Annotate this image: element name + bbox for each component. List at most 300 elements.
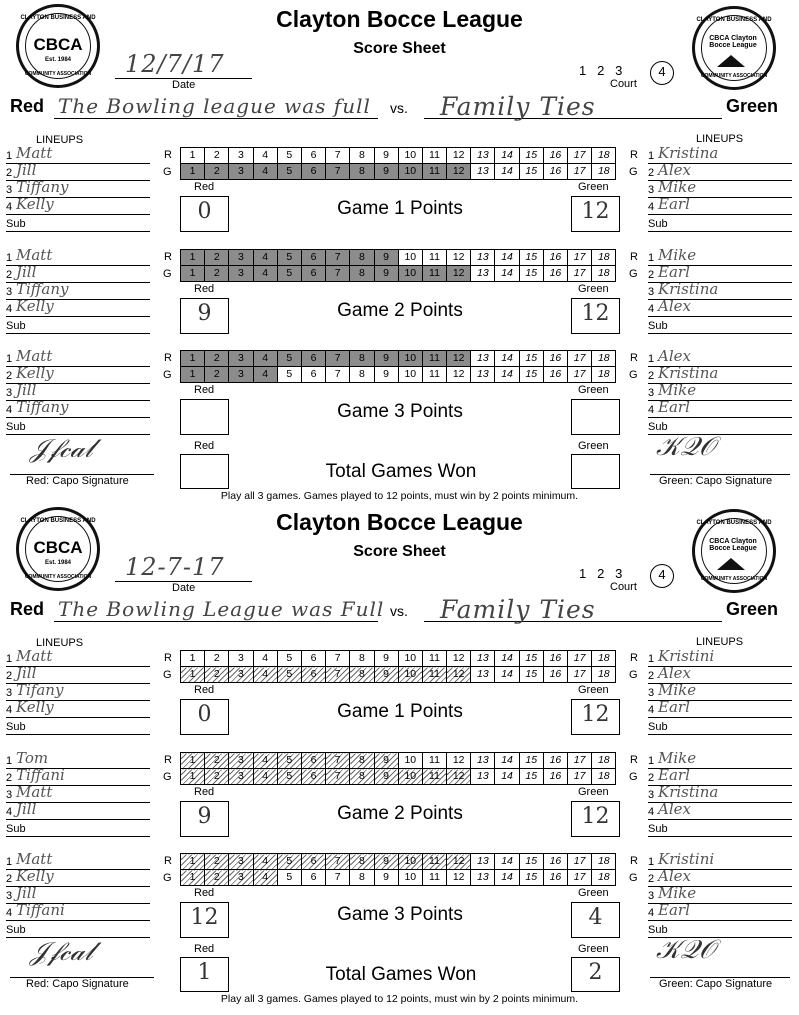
score-cell[interactable]: 1: [181, 351, 205, 367]
score-cell[interactable]: 7: [326, 351, 350, 367]
score-grid: [180, 752, 616, 785]
score-cell[interactable]: 7: [326, 148, 350, 164]
score-cell[interactable]: 7: [326, 667, 350, 683]
score-cell[interactable]: 18: [592, 769, 616, 785]
score-cell[interactable]: 12: [447, 667, 471, 683]
game-points-label: Game 1 Points: [337, 701, 463, 722]
score-cell[interactable]: 11: [422, 854, 446, 870]
score-cell[interactable]: 3: [229, 667, 253, 683]
row-g-label: G: [163, 166, 172, 178]
score-cell[interactable]: 15: [519, 753, 543, 769]
score-cell[interactable]: 9: [374, 367, 398, 383]
score-cell[interactable]: 4: [253, 870, 277, 886]
score-cell[interactable]: 15: [519, 769, 543, 785]
score-cell[interactable]: 16: [543, 854, 567, 870]
score-grid: [180, 249, 616, 282]
score-cell[interactable]: 8: [350, 164, 374, 180]
game-points-label: Game 2 Points: [337, 803, 463, 824]
player-name: Mike: [658, 178, 697, 196]
score-cell[interactable]: 16: [543, 164, 567, 180]
row-r-label-right: R: [630, 251, 638, 263]
game-green-label: Green: [578, 887, 609, 899]
score-cell[interactable]: 9: [374, 667, 398, 683]
score-cell[interactable]: 9: [374, 148, 398, 164]
score-cell[interactable]: 5: [277, 651, 301, 667]
score-cell[interactable]: 8: [350, 753, 374, 769]
player-number: 1: [6, 856, 13, 868]
score-cell[interactable]: 12: [447, 769, 471, 785]
score-cell[interactable]: 5: [277, 667, 301, 683]
rules-note: Play all 3 games. Games played to 12 points, must win by 2 points minimum.: [220, 490, 579, 502]
score-grid: [180, 650, 616, 683]
score-cell[interactable]: 10: [398, 266, 422, 282]
player-name: Jill: [16, 800, 37, 818]
score-cell[interactable]: 14: [495, 769, 519, 785]
score-cell[interactable]: 16: [543, 148, 567, 164]
score-cell[interactable]: 13: [471, 148, 495, 164]
score-cell[interactable]: 14: [495, 164, 519, 180]
score-cell[interactable]: 8: [350, 769, 374, 785]
red-score-row: [181, 148, 616, 164]
score-cell[interactable]: 13: [471, 854, 495, 870]
row-r-label: R: [164, 251, 172, 263]
score-cell[interactable]: 1: [181, 854, 205, 870]
red-lineup-row: [6, 718, 150, 735]
score-cell[interactable]: 7: [326, 870, 350, 886]
score-cell[interactable]: 11: [422, 367, 446, 383]
score-cell[interactable]: 10: [398, 148, 422, 164]
score-cell[interactable]: 2: [205, 870, 229, 886]
score-cell[interactable]: 4: [253, 854, 277, 870]
score-cell[interactable]: 1: [181, 769, 205, 785]
score-cell[interactable]: 13: [471, 351, 495, 367]
score-cell[interactable]: 18: [592, 651, 616, 667]
score-cell[interactable]: 14: [495, 266, 519, 282]
player-number: 2: [6, 772, 13, 784]
score-cell[interactable]: 8: [350, 351, 374, 367]
score-cell[interactable]: 12: [447, 148, 471, 164]
score-cell[interactable]: 12: [447, 854, 471, 870]
score-cell[interactable]: 5: [277, 769, 301, 785]
score-cell[interactable]: 15: [519, 266, 543, 282]
player-number: 2: [648, 772, 655, 784]
score-cell[interactable]: 16: [543, 351, 567, 367]
score-cell[interactable]: 17: [568, 651, 592, 667]
row-r-label-right: R: [630, 149, 638, 161]
score-cell[interactable]: 15: [519, 870, 543, 886]
player-number: 3: [648, 184, 655, 196]
player-name: Alex: [658, 297, 691, 315]
score-cell[interactable]: 2: [205, 164, 229, 180]
score-cell[interactable]: 5: [277, 870, 301, 886]
score-cell[interactable]: 18: [592, 250, 616, 266]
score-cell[interactable]: 10: [398, 367, 422, 383]
score-cell[interactable]: 2: [205, 367, 229, 383]
total-green-label: Green: [578, 943, 609, 955]
score-cell[interactable]: 5: [277, 148, 301, 164]
red-label: Red: [10, 599, 45, 619]
score-cell[interactable]: 11: [422, 164, 446, 180]
game-red-points-box: 0: [180, 196, 229, 232]
date-value: 12/7/17: [125, 50, 225, 78]
player-name: Alex: [658, 664, 691, 682]
score-cell[interactable]: 12: [447, 870, 471, 886]
player-number: 1: [648, 353, 655, 365]
score-cell[interactable]: 6: [301, 250, 325, 266]
score-cell[interactable]: 10: [398, 753, 422, 769]
score-cell[interactable]: 17: [568, 164, 592, 180]
score-cell[interactable]: 15: [519, 651, 543, 667]
score-cell[interactable]: 6: [301, 651, 325, 667]
score-cell[interactable]: 9: [374, 854, 398, 870]
red-lineup-row: [6, 398, 150, 418]
score-cell[interactable]: 4: [253, 351, 277, 367]
player-number: 1: [6, 353, 13, 365]
score-cell[interactable]: 1: [181, 148, 205, 164]
sub-label: Sub: [648, 924, 668, 936]
player-number: 4: [648, 303, 655, 315]
score-cell[interactable]: 11: [422, 148, 446, 164]
score-cell[interactable]: 9: [374, 266, 398, 282]
score-cell[interactable]: 9: [374, 250, 398, 266]
score-cell[interactable]: 4: [253, 667, 277, 683]
game-green-label: Green: [578, 181, 609, 193]
score-cell[interactable]: 11: [422, 753, 446, 769]
score-cell[interactable]: 17: [568, 667, 592, 683]
score-cell[interactable]: 5: [277, 854, 301, 870]
green-score-row: [181, 164, 616, 180]
score-cell[interactable]: 4: [253, 164, 277, 180]
player-name: Jill: [16, 161, 37, 179]
score-cell[interactable]: 3: [229, 164, 253, 180]
score-cell[interactable]: 13: [471, 870, 495, 886]
score-cell[interactable]: 7: [326, 651, 350, 667]
score-cell[interactable]: 13: [471, 753, 495, 769]
score-cell[interactable]: 5: [277, 250, 301, 266]
score-cell[interactable]: 13: [471, 651, 495, 667]
score-cell[interactable]: 13: [471, 667, 495, 683]
player-name: Jill: [16, 664, 37, 682]
score-cell[interactable]: 8: [350, 651, 374, 667]
score-cell[interactable]: 7: [326, 250, 350, 266]
score-cell[interactable]: 7: [326, 769, 350, 785]
green-lineup-row: [648, 297, 792, 317]
score-cell[interactable]: 3: [229, 854, 253, 870]
player-number: 1: [6, 252, 13, 264]
score-cell[interactable]: 4: [253, 148, 277, 164]
date-value: 12-7-17: [125, 553, 225, 581]
score-cell[interactable]: 11: [422, 250, 446, 266]
score-cell[interactable]: 12: [447, 367, 471, 383]
score-cell[interactable]: 7: [326, 753, 350, 769]
score-cell[interactable]: 10: [398, 250, 422, 266]
score-cell[interactable]: 10: [398, 870, 422, 886]
score-cell[interactable]: 3: [229, 367, 253, 383]
score-cell[interactable]: 3: [229, 351, 253, 367]
player-number: 4: [648, 404, 655, 416]
score-cell[interactable]: 3: [229, 250, 253, 266]
player-name: Kristina: [658, 364, 719, 382]
score-cell[interactable]: 2: [205, 148, 229, 164]
score-cell[interactable]: 6: [301, 367, 325, 383]
score-cell[interactable]: 14: [495, 651, 519, 667]
player-name: Tom: [16, 749, 49, 767]
score-cell[interactable]: 10: [398, 651, 422, 667]
player-name: Mike: [658, 246, 697, 264]
score-cell[interactable]: 8: [350, 667, 374, 683]
score-cell[interactable]: 5: [277, 266, 301, 282]
score-cell[interactable]: 15: [519, 250, 543, 266]
game-green-label: Green: [578, 283, 609, 295]
mountain-icon: [717, 558, 745, 570]
total-red-label: Red: [194, 440, 215, 452]
score-cell[interactable]: 6: [301, 769, 325, 785]
score-cell[interactable]: 17: [568, 769, 592, 785]
score-cell[interactable]: 15: [519, 164, 543, 180]
score-cell[interactable]: 17: [568, 854, 592, 870]
score-cell[interactable]: 8: [350, 870, 374, 886]
score-cell[interactable]: 9: [374, 164, 398, 180]
score-cell[interactable]: 3: [229, 870, 253, 886]
score-cell[interactable]: 2: [205, 651, 229, 667]
score-cell[interactable]: 5: [277, 753, 301, 769]
player-name: Kelly: [16, 297, 54, 315]
player-name: Mike: [658, 381, 697, 399]
score-cell[interactable]: 8: [350, 266, 374, 282]
player-name: Kristina: [658, 144, 719, 162]
red-signature-label: Red: Capo Signature: [26, 475, 129, 487]
score-cell[interactable]: 18: [592, 351, 616, 367]
score-cell[interactable]: 11: [422, 870, 446, 886]
score-cell[interactable]: 8: [350, 367, 374, 383]
score-cell[interactable]: 4: [253, 753, 277, 769]
score-cell[interactable]: 8: [350, 854, 374, 870]
score-cell[interactable]: 9: [374, 651, 398, 667]
score-cell[interactable]: 1: [181, 266, 205, 282]
score-cell[interactable]: 14: [495, 753, 519, 769]
score-cell[interactable]: 8: [350, 148, 374, 164]
sub-label: Sub: [6, 218, 26, 230]
green-score-row: [181, 667, 616, 683]
score-cell[interactable]: 10: [398, 667, 422, 683]
score-cell[interactable]: 6: [301, 870, 325, 886]
score-cell[interactable]: 15: [519, 367, 543, 383]
score-cell[interactable]: 12: [447, 250, 471, 266]
player-name: Kelly: [16, 195, 54, 213]
score-cell[interactable]: 15: [519, 854, 543, 870]
score-cell[interactable]: 16: [543, 367, 567, 383]
score-cell[interactable]: 1: [181, 250, 205, 266]
score-cell[interactable]: 16: [543, 266, 567, 282]
score-cell[interactable]: 18: [592, 367, 616, 383]
red-score-row: [181, 854, 616, 870]
game-green-label: Green: [578, 786, 609, 798]
score-cell[interactable]: 2: [205, 266, 229, 282]
score-cell[interactable]: 12: [447, 164, 471, 180]
score-cell[interactable]: 3: [229, 148, 253, 164]
score-cell[interactable]: 1: [181, 164, 205, 180]
score-cell[interactable]: 16: [543, 651, 567, 667]
score-grid: [180, 853, 616, 886]
score-cell[interactable]: 14: [495, 148, 519, 164]
score-cell[interactable]: 18: [592, 164, 616, 180]
player-name: Alex: [658, 347, 691, 365]
score-cell[interactable]: 2: [205, 667, 229, 683]
score-cell[interactable]: 1: [181, 753, 205, 769]
score-cell[interactable]: 7: [326, 266, 350, 282]
score-cell[interactable]: 12: [447, 266, 471, 282]
row-g-label-right: G: [629, 771, 638, 783]
player-number: 2: [648, 167, 655, 179]
score-cell[interactable]: 6: [301, 164, 325, 180]
score-cell[interactable]: 13: [471, 769, 495, 785]
game-red-label: Red: [194, 786, 215, 798]
score-cell[interactable]: 11: [422, 351, 446, 367]
score-cell[interactable]: 3: [229, 753, 253, 769]
score-cell[interactable]: 16: [543, 250, 567, 266]
score-cell[interactable]: 10: [398, 164, 422, 180]
score-cell[interactable]: 14: [495, 667, 519, 683]
score-cell[interactable]: 13: [471, 164, 495, 180]
score-cell[interactable]: 17: [568, 148, 592, 164]
score-cell[interactable]: 1: [181, 367, 205, 383]
score-cell[interactable]: 4: [253, 266, 277, 282]
score-cell[interactable]: 17: [568, 250, 592, 266]
red-lineup-row: [6, 820, 150, 837]
score-cell[interactable]: 18: [592, 667, 616, 683]
green-label: Green: [726, 599, 779, 619]
score-cell[interactable]: 11: [422, 651, 446, 667]
score-cell[interactable]: 15: [519, 667, 543, 683]
score-cell[interactable]: 16: [543, 870, 567, 886]
score-cell[interactable]: 6: [301, 351, 325, 367]
score-cell[interactable]: 16: [543, 753, 567, 769]
score-cell[interactable]: 14: [495, 870, 519, 886]
score-cell[interactable]: 18: [592, 854, 616, 870]
score-cell[interactable]: 15: [519, 148, 543, 164]
row-r-label: R: [164, 855, 172, 867]
score-cell[interactable]: 4: [253, 769, 277, 785]
score-cell[interactable]: 11: [422, 667, 446, 683]
score-cell[interactable]: 6: [301, 148, 325, 164]
player-number: 3: [6, 387, 13, 399]
player-name: Earl: [658, 195, 690, 213]
player-name: Tiffany: [16, 398, 69, 416]
player-number: 2: [6, 370, 13, 382]
score-cell[interactable]: 10: [398, 854, 422, 870]
score-cell[interactable]: 1: [181, 651, 205, 667]
score-cell[interactable]: 4: [253, 651, 277, 667]
player-name: Earl: [658, 901, 690, 919]
green-label: Green: [726, 96, 779, 116]
score-cell[interactable]: 7: [326, 854, 350, 870]
score-cell[interactable]: 10: [398, 351, 422, 367]
score-cell[interactable]: 18: [592, 148, 616, 164]
score-cell[interactable]: 9: [374, 753, 398, 769]
red-team-name: The Bowling league was full: [58, 94, 371, 118]
score-cell[interactable]: 1: [181, 870, 205, 886]
score-cell[interactable]: 2: [205, 769, 229, 785]
score-cell[interactable]: 17: [568, 351, 592, 367]
score-cell[interactable]: 4: [253, 250, 277, 266]
score-cell[interactable]: 2: [205, 854, 229, 870]
score-cell[interactable]: 12: [447, 651, 471, 667]
red-score-row: [181, 753, 616, 769]
score-cell[interactable]: 12: [447, 753, 471, 769]
score-cell[interactable]: 2: [205, 753, 229, 769]
score-cell[interactable]: 14: [495, 250, 519, 266]
score-cell[interactable]: 1: [181, 667, 205, 683]
score-cell[interactable]: 9: [374, 769, 398, 785]
score-cell[interactable]: 7: [326, 164, 350, 180]
player-name: Kelly: [16, 867, 54, 885]
score-cell[interactable]: 8: [350, 250, 374, 266]
score-cell[interactable]: 17: [568, 266, 592, 282]
score-cell[interactable]: 18: [592, 753, 616, 769]
score-cell[interactable]: 7: [326, 367, 350, 383]
row-g-label-right: G: [629, 369, 638, 381]
mountain-icon: [717, 55, 745, 67]
score-cell[interactable]: 14: [495, 367, 519, 383]
court-label: Court: [610, 581, 637, 593]
score-cell[interactable]: 14: [495, 351, 519, 367]
score-cell[interactable]: 2: [205, 250, 229, 266]
game-red-label: Red: [194, 384, 215, 396]
score-cell[interactable]: 5: [277, 367, 301, 383]
score-cell[interactable]: 9: [374, 351, 398, 367]
player-number: 4: [6, 404, 13, 416]
lineups-green-label: LINEUPS: [696, 636, 744, 648]
score-cell[interactable]: 2: [205, 351, 229, 367]
score-cell[interactable]: 6: [301, 753, 325, 769]
score-cell[interactable]: 17: [568, 870, 592, 886]
score-cell[interactable]: 18: [592, 266, 616, 282]
score-cell[interactable]: 10: [398, 769, 422, 785]
game-red-points-box: 0: [180, 699, 229, 735]
score-cell[interactable]: 4: [253, 367, 277, 383]
score-cell[interactable]: 5: [277, 164, 301, 180]
score-cell[interactable]: 16: [543, 769, 567, 785]
player-name: Matt: [16, 347, 53, 365]
score-cell[interactable]: 9: [374, 870, 398, 886]
score-cell[interactable]: 13: [471, 367, 495, 383]
court-label: Court: [610, 78, 637, 90]
score-cell[interactable]: 17: [568, 753, 592, 769]
score-cell[interactable]: 6: [301, 667, 325, 683]
score-cell[interactable]: 6: [301, 854, 325, 870]
score-sheet: [0, 0, 799, 500]
score-cell[interactable]: 18: [592, 870, 616, 886]
score-cell[interactable]: 3: [229, 651, 253, 667]
score-cell[interactable]: 16: [543, 667, 567, 683]
score-cell[interactable]: 17: [568, 367, 592, 383]
score-cell[interactable]: 5: [277, 351, 301, 367]
score-cell[interactable]: 14: [495, 854, 519, 870]
score-cell[interactable]: 13: [471, 250, 495, 266]
total-games-label: Total Games Won: [325, 964, 477, 985]
score-cell[interactable]: 11: [422, 769, 446, 785]
score-cell[interactable]: 11: [422, 266, 446, 282]
score-cell[interactable]: 13: [471, 266, 495, 282]
score-cell[interactable]: 6: [301, 266, 325, 282]
score-cell[interactable]: 12: [447, 351, 471, 367]
vs-label: vs.: [390, 603, 408, 619]
score-cell[interactable]: 15: [519, 351, 543, 367]
total-green-box: [571, 454, 620, 489]
score-cell[interactable]: 3: [229, 769, 253, 785]
page-subtitle: Score Sheet: [353, 40, 446, 57]
score-cell[interactable]: 3: [229, 266, 253, 282]
